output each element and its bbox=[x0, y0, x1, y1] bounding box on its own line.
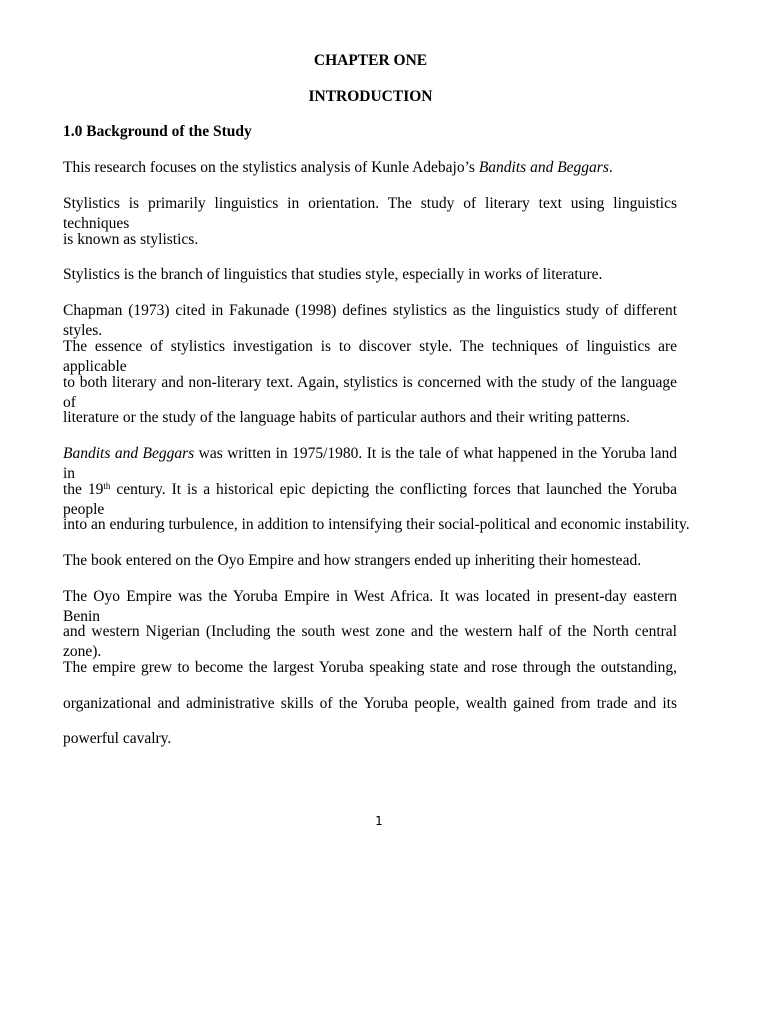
page-number: 1 bbox=[375, 814, 383, 828]
paragraph-line: into an enduring turbulence, in addition to intensifying their social-political and economic instability. bbox=[63, 516, 690, 533]
paragraph-line: Stylistics is the branch of linguistics that studies style, especially in works of literature. bbox=[63, 266, 603, 283]
paragraph-line: and western Nigerian (Including the south west zone and the western half of the North central zone). bbox=[63, 623, 677, 660]
paragraph-line: to both literary and non-literary text. Again, stylistics is concerned with the study of the language of bbox=[63, 374, 677, 411]
paragraph-text: This research focuses on the stylistics analysis of Kunle Adebajo’s bbox=[63, 159, 479, 176]
paragraph-line: powerful cavalry. bbox=[63, 730, 172, 747]
paragraph-line bbox=[63, 444, 677, 484]
paragraph-text: was written in 1975/1980. It is the tale of what happened in the Yoruba land in bbox=[63, 445, 677, 482]
paragraph-line: is known as stylistics. bbox=[63, 231, 199, 248]
paragraph-line: The Oyo Empire was the Yoruba Empire in West Africa. It was located in present-day eastern Benin bbox=[63, 588, 677, 625]
book-title: Bandits and Beggars bbox=[478, 159, 609, 176]
paragraph-line: organizational and administrative skills of the Yoruba people, wealth gained from trade and its bbox=[63, 695, 677, 712]
section-title: INTRODUCTION bbox=[308, 88, 433, 105]
chapter-title: CHAPTER ONE bbox=[313, 52, 428, 69]
paragraph-text: century. It is a historical epic depicting the conflicting forces that launched the Yoruba people bbox=[63, 481, 678, 518]
paragraph-text: the 19 bbox=[63, 481, 104, 498]
section-subheading: 1.0 Background of the Study bbox=[63, 123, 252, 140]
punctuation: . bbox=[608, 159, 613, 176]
book-title: Bandits and Beggars bbox=[63, 445, 195, 462]
paragraph-line: The book entered on the Oyo Empire and how strangers ended up inheriting their homestead. bbox=[63, 552, 642, 569]
paragraph-line: literature or the study of the language habits of particular authors and their writing patterns. bbox=[63, 409, 630, 426]
paragraph-line: Stylistics is primarily linguistics in orientation. The study of literary text using linguistics techniques bbox=[63, 195, 677, 232]
paragraph-line: Chapman (1973) cited in Fakunade (1998) defines stylistics as the linguistics study of different styles. bbox=[63, 302, 677, 339]
ordinal-suffix: th bbox=[103, 481, 111, 491]
paragraph-line: The essence of stylistics investigation is to discover style. The techniques of linguistics are applicable bbox=[63, 338, 677, 375]
paragraph-line bbox=[63, 480, 677, 520]
paragraph-line: The empire grew to become the largest Yoruba speaking state and rose through the outstanding, bbox=[63, 659, 677, 676]
paragraph-intro bbox=[63, 158, 613, 178]
